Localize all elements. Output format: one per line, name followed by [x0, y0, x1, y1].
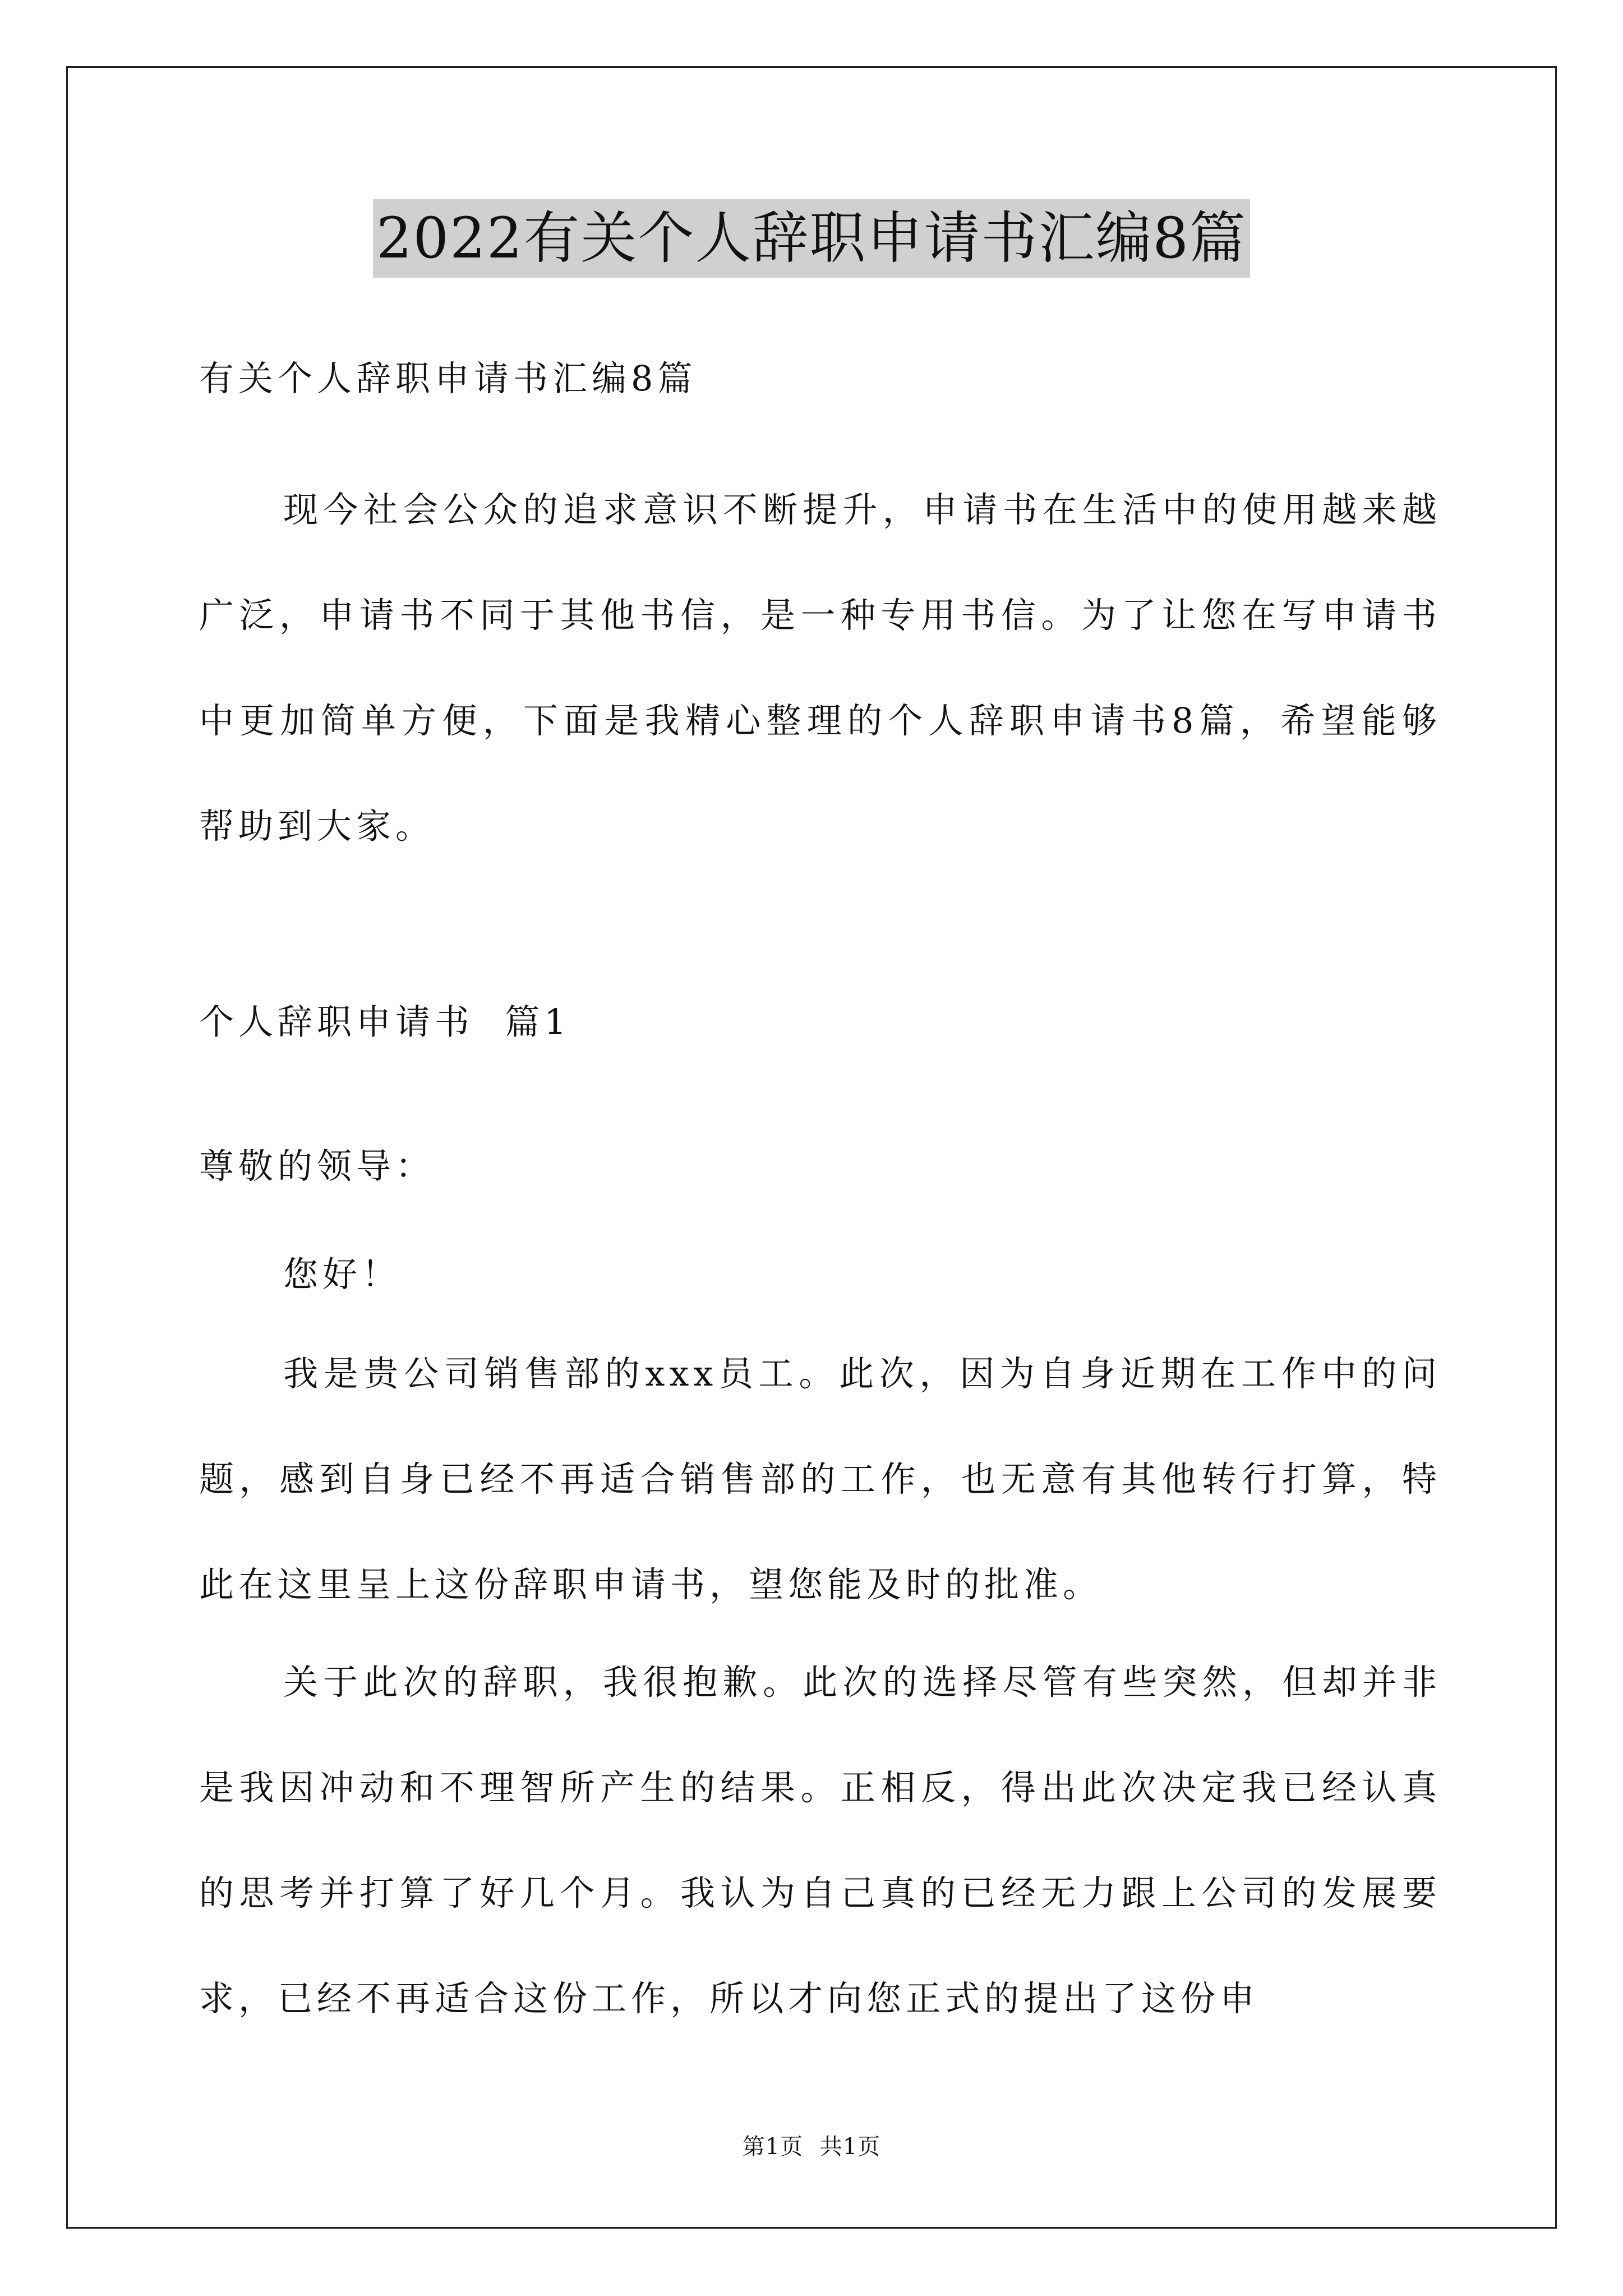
- paragraph-2: 关于此次的辞职，我很抱歉。此次的选择尽管有些突然，但却并非是我因冲动和不理智所产生的结果。正相反，得出此次决定我已经认真的思考并打算了好几个月。我认为自己真的已经无力跟上公司的发展要求，已经不再适合这份工作，所以才向您正式的提出了这份申: [199, 1662, 1441, 2019]
- document-title: 2022有关个人辞职申请书汇编8篇: [373, 199, 1250, 278]
- page-number: 第1页: [742, 2134, 804, 2160]
- paragraph-2-section: [199, 1630, 1441, 2051]
- salutation-text: 尊敬的领导：: [199, 1145, 435, 1186]
- greeting: [199, 1248, 1441, 1301]
- document-subtitle: [199, 352, 1441, 405]
- intro-section: [199, 457, 1441, 879]
- paragraph-1-section: [199, 1321, 1441, 1637]
- page-footer: [0, 2129, 1623, 2161]
- greeting-text: 您好！: [283, 1254, 402, 1295]
- paragraph-1: 我是贵公司销售部的xxx员工。此次，因为自身近期在工作中的问题，感到自身已经不再适合销售部的工作，也无意有其他转行打算，特此在这里呈上这份辞职申请书，望您能及时的批准。: [199, 1353, 1441, 1605]
- title-container: [0, 199, 1623, 278]
- intro-paragraph: 现今社会公众的追求意识不断提升，申请书在生活中的使用越来越广泛，申请书不同于其他书信，是一种专用书信。为了让您在写申请书中更加简单方便，下面是我精心整理的个人辞职申请书8篇，希望能够帮助到大家。: [199, 489, 1441, 846]
- page-total: 共1页: [819, 2134, 881, 2160]
- salutation: [199, 1140, 1441, 1193]
- section-heading: [199, 996, 1441, 1048]
- section-heading-text: 个人辞职申请书 篇1: [199, 1001, 571, 1042]
- subtitle-text: 有关个人辞职申请书汇编8篇: [199, 358, 697, 399]
